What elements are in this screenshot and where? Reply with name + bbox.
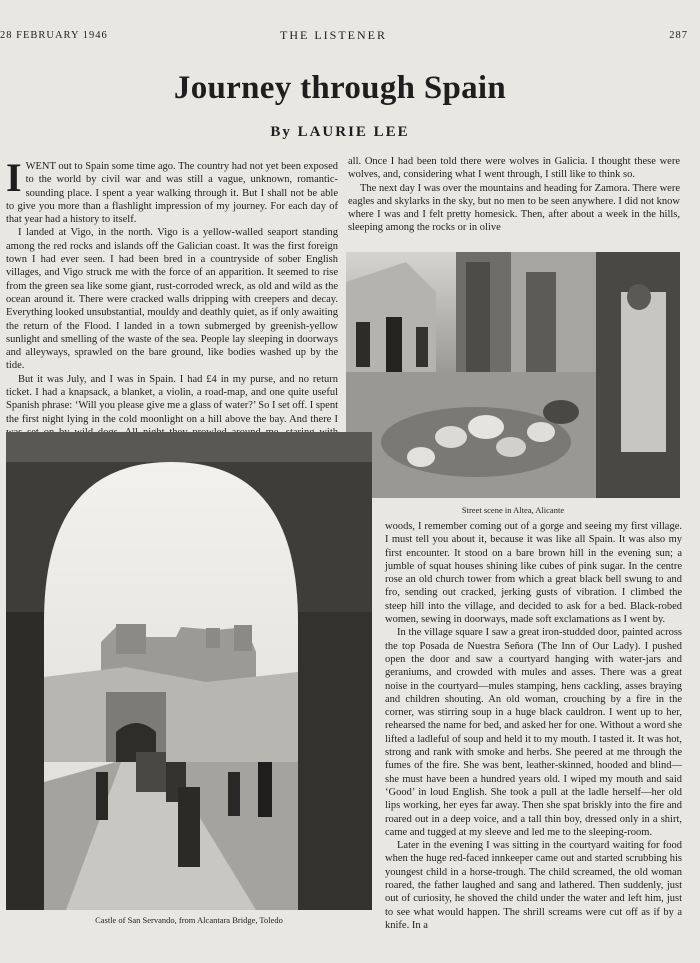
- paragraph: all. Once I had been told there were wolves in Galicia. I thought these were wolves, and, considering what I went through, I still like to think so.: [348, 156, 680, 181]
- text-column-1: [6, 155, 338, 430]
- magazine-name: THE LISTENER: [280, 28, 387, 42]
- castle-photo: [6, 432, 372, 910]
- paragraph: [6, 155, 338, 226]
- photo-caption: Castle of San Servando, from Alcantara Bridge, Toledo: [95, 915, 283, 925]
- paragraph: But it was July, and I was in Spain. I had £4 in my purse, and no return ticket. I had a knapsack, a blanket, a violin, a road-map, and one quite useful Spanish phrase: ‘Will you please give me a glass of water?’ So I set off. I spent the first night lying in the cold moonlight on a hill above the bay. And there I: [6, 373, 338, 425]
- photo-caption: Street scene in Altea, Alicante: [461, 505, 565, 515]
- running-header: [0, 30, 700, 44]
- paragraph-text: WENT out to Spain some time ago. The country had not yet been exposed to the world by civil war and was still a vague, unknown, romantic-sounding place. I spent a year walking through it. But I shall not be able to give you more than a flashlight impression of my journey. For each day of that year had a history to itself.: [6, 161, 338, 226]
- article-title: Journey through Spain: [173, 70, 507, 106]
- article-byline: By LAURIE LEE: [270, 124, 410, 140]
- paragraph: I landed at Vigo, in the north. Vigo is a yellow-walled seaport standing among the red rocks and islands off the Galician coast. It was the first foreign town I had ever seen. I had been bred in a countryside of sober English villages, and Vigo struck me with the force of an apparition. It seemed to rise from the green sea like some giant, rust-corroded wreck, as old and wild as the ocean around it. There were cracked walls dripping with creepers and decay. Everything looked unsubstantial, mouldy and deathly quiet, as if only awaiting the return of the Flood. I landed in a town submerged by greenish-yellow sunlight and smelling of the waste of the sea. People lay sleeping in doorways and alleyways, sprawled on the bare ground, like bodies washed up by the tide.: [6, 227, 338, 372]
- paragraph: In the village square I saw a great iron-studded door, painted across the top Posada de Nuestra Señora (The Inn of Our Lady). I pushed open the door and saw a courtyard hanging with water-jars and geraniums, and crowded with mules and asses. There was a great noise in the courtyard—mules stamping, hens cackling, asses braying and children shouting. An old woman, crouching by a fire in the corner, was stirring soup in a huge black cauldron. I went up to her, rehearsed the name for bed, and asked her for one. Without a word she lifted a ladleful of soup and held it to my mouth. I tasted it. It was hot, strong and rank with smoke and herbs. She peered at me through the fumes of the fire. She was bent, leather-skinned, hooded and blind—she must have been a hundred years old. I wiped my mouth and said ‘Good’ in loud English. She took a pull at the ladle herself—her old lips working, her eyes far away. Then she spat briskly into the fire and roared out in a deep voice, and a tall thin boy, dressed only in a shirt, came and tugged at my sleeve and led me to the sleeping-room.: [385, 627, 682, 838]
- paragraph: The next day I was over the mountains and heading for Zamora. There were eagles and skylarks in the sky, but no men to be seen anywhere. I did not know where I was and I felt pretty homesick. Then, after about a week in the hills, sleeping among the rocks or in olive: [348, 182, 680, 234]
- paragraph: Later in the evening I was sitting in the courtyard waiting for food when the huge red-faced innkeeper came out and started scrubbing his youngest child in a horse-trough. The child screamed, the old woman roared, the father laughed and sang and lathered. Then suddenly, just out of curiosity, he shoved the child under the water and left him, just to see what would happen. The shrill screams were cut off as if by a knife. In a: [385, 840, 682, 931]
- paragraph: woods, I remember coming out of a gorge and seeing my first village. I must tell you about it, because it was like all Spain. It was also my first encounter. It stood on a bare brown hill in the evening sun; a jumble of squat houses shining like cubes of pink sugar. In the centre rose an old church tower from which a great black bell swung to and fro, sending out cracked, jerking gusts of vibration. I climbed the steep hill into the village, and decided to ask for a bed. Black-robed women, sewing in doorways, made soft exclamations as I went by.: [385, 521, 682, 626]
- text-column-2: [348, 155, 680, 248]
- street-scene-photo: [346, 252, 680, 498]
- page-number: 287: [669, 30, 688, 41]
- text-column-3: [385, 520, 682, 931]
- issue-date: 28 FEBRUARY 1946: [0, 30, 108, 41]
- drop-cap: I: [6, 155, 22, 200]
